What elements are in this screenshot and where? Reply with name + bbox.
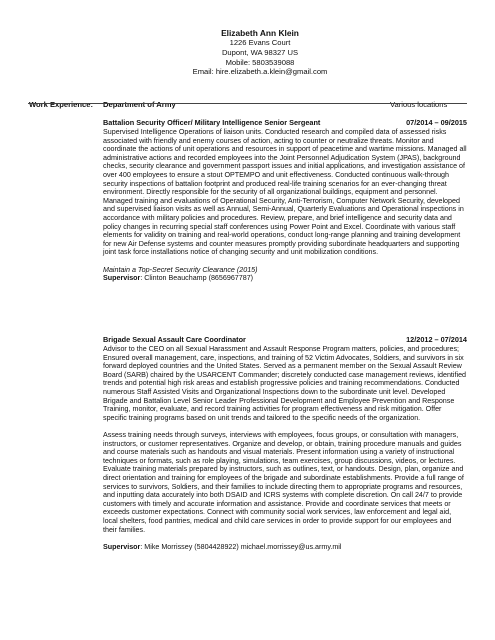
street-address: 1226 Evans Court bbox=[229, 38, 291, 48]
mobile-number: Mobile: 5803539088 bbox=[225, 57, 295, 67]
supervisor-info: : Mike Morrissey (5804428922) michael.morrissey@us.army.mil bbox=[140, 542, 342, 551]
job-description: Advisor to the CEO on all Sexual Harassment and Assault Response Program matters, policies, and procedures; Ensured overall management, care, inspections, and training of 52 Victim Advocates, Soldiers, and survivors in six forward deployed countries and the United States. Served as a permanent member on the Sexual Assault Review Board (SARB) chaired by the USARCENT Commander; discretely conducted case management reviews, identified trends and potential high risk areas and establish progressive policies and training recommendations. Conducted numerous Staff Assisted Visits and Organizational Inspections down to the subordinate unit level. Developed Brigade and Battalion Level Senior Leader Professional Development and Employee Prevention and Response Training, monitor, evaluate, and record training activities for program effectiveness and risk mitigation. Offer specific training programs based on unit trends and tailored to the specific needs of the organization. bbox=[103, 345, 467, 422]
supervisor-label: Supervisor bbox=[103, 274, 141, 283]
city-address: Dupont, WA 98327 US bbox=[221, 48, 299, 57]
job-description-continued: Assess training needs through surveys, interviews with employees, focus groups, or consultation with managers, instructors, or customer representatives. Organize and develop, or obtain, training procedure manuals and guides and course materials such as handouts and visual materials. Present information using a variety of instructional techniques or formats, such as role playing, simulations, team exercises, group discussions, videos, or lectures. Evaluate training materials prepared by instructors, such as outlines, text, or handouts. Design, plan, organize and direct orientation and training for employees of the brigade and subordinate establishments. Provide a full range of services to survivors, Soldiers, and their families to include directing them to appropriate programs and resources, and inputting data accurately into both DSAID and ICRS systems with complete discretion. On call 24/7 to provide customers with timely and accurate information and assistance. Provide and coordinate services that meets or exceeds customer expectations. Connect with community social work services, law enforcement and legal aid, local shelters, food pantries, medical and child care services in order to provide support for our employees and their families. bbox=[103, 431, 464, 534]
clearance-note: Maintain a Top-Secret Security Clearance (2015) bbox=[103, 265, 258, 274]
supervisor-line bbox=[103, 543, 467, 552]
job-dates: 07/2014 – 09/2015 bbox=[406, 118, 467, 127]
job-header bbox=[103, 119, 467, 128]
employer-location: Various locations bbox=[390, 100, 448, 109]
supervisor-label: Supervisor bbox=[103, 542, 141, 551]
job-entry bbox=[103, 336, 467, 551]
supervisor-info: : Clinton Beauchamp (8656967787) bbox=[140, 274, 254, 283]
job-header bbox=[103, 336, 467, 345]
section-label: Work Experience: bbox=[29, 100, 94, 109]
candidate-name: Elizabeth Ann Klein bbox=[221, 28, 299, 38]
contact-header bbox=[160, 28, 360, 77]
job-title: Brigade Sexual Assault Care Coordinator bbox=[103, 335, 246, 344]
section-divider bbox=[28, 103, 467, 104]
employer-name: Department of Army bbox=[103, 100, 176, 109]
job-title: Battalion Security Officer/ Military Intelligence Senior Sergeant bbox=[103, 118, 321, 127]
email-address: Email: hire.elizabeth.a.klein@gmail.com bbox=[192, 67, 328, 77]
job-entry bbox=[103, 119, 467, 283]
supervisor-line bbox=[103, 274, 467, 283]
job-dates: 12/2012 – 07/2014 bbox=[406, 335, 467, 344]
job-description: Supervised Intelligence Operations of liaison units. Conducted research and compiled data of assessed risks associated with friendly and enemy courses of action, acting to counter or neutralize threats. Monitor and coordinate the actions of unit operations and resources in support of peacetime and wartime missions. Managed all administrative actions and recorded employees into the Joint Personnel Adjudication System (JPAS), background checks, security clearance and government passport issues and initial applications, and investigation assistance of over 400 employees to ensure a stout OPTEMPO and unit effectiveness. Conducted continuous walk-through security inspections of battalion footprint and produced real-life training scenarios for an ever-changing threat environment. Directly responsible for the security of all organizational buildings, equipment and personnel. Managed training and evaluations of Operational Security, Anti-Terrorism, Computer Network Security, developed and supervised liaison visits as well as Annual, Semi-Annual, Quarterly Evaluations and Operational inspections in accordance with military policies and procedures. Review, prepare, and brief intelligence and security data and policy changes in recurring special staff conferences using Power Point and Excel. Coordinate with various staff elements for validity on training and real-world operations, conduct long-range planning and training development for new Air Defense systems and counter measures promptly providing subordinate headquarters and supporting joint task force installations notice of changing security and unit mobilization conditions. bbox=[103, 128, 467, 257]
